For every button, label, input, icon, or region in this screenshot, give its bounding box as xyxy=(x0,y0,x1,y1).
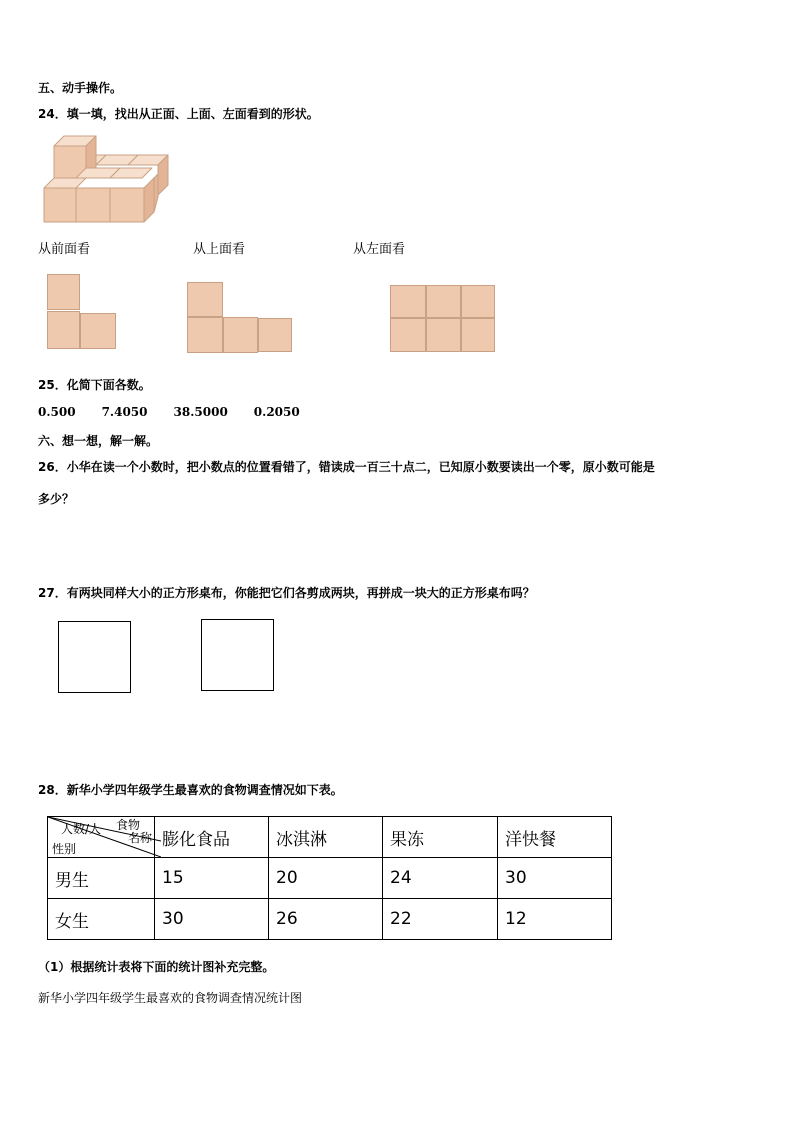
number-item: 0.2050 xyxy=(253,405,300,419)
square-tablecloth-2 xyxy=(201,619,274,691)
table-row xyxy=(48,858,612,899)
number-item: 38.5000 xyxy=(173,405,228,419)
label-top-view: 从上面看 xyxy=(193,242,246,257)
view-tile xyxy=(390,285,426,318)
question-26-line2: 多少？ xyxy=(38,492,75,506)
corner-label-name: 名称 xyxy=(128,831,153,845)
column-header: 果冻 xyxy=(383,817,498,858)
column-header: 洋快餐 xyxy=(498,817,612,858)
view-tile xyxy=(461,285,495,318)
question-27: 27．有两块同样大小的正方形桌布，你能把它们各剪成两块，再拼成一块大的正方形桌布吗？ xyxy=(38,586,535,600)
label-front-view: 从前面看 xyxy=(38,242,91,257)
table-cell: 30 xyxy=(498,858,612,899)
view-tile xyxy=(258,318,292,352)
view-tile xyxy=(47,311,80,349)
row-label: 女生 xyxy=(48,899,155,940)
table-corner-cell xyxy=(48,817,155,858)
food-survey-table xyxy=(47,816,612,940)
chart-title: 新华小学四年级学生最喜欢的食物调查情况统计图 xyxy=(38,991,303,1005)
table-cell: 24 xyxy=(383,858,498,899)
table-cell: 15 xyxy=(155,858,269,899)
row-label: 男生 xyxy=(48,858,155,899)
view-tile xyxy=(461,318,495,352)
table-cell: 30 xyxy=(155,899,269,940)
question-24: 24．填一填，找出从正面、上面、左面看到的形状。 xyxy=(38,107,319,121)
view-tile xyxy=(426,285,461,318)
question-25: 25．化简下面各数。 xyxy=(38,378,151,392)
corner-label-people: 人数/人 xyxy=(61,822,102,836)
view-tile xyxy=(187,317,223,353)
corner-label-food: 食物 xyxy=(116,818,141,832)
view-tile xyxy=(187,282,223,317)
column-header: 冰淇淋 xyxy=(269,817,383,858)
table-row xyxy=(48,899,612,940)
question-28-sub1: （1）根据统计表将下面的统计图补充完整。 xyxy=(38,960,275,974)
view-tile xyxy=(426,318,461,352)
section-heading-5: 五、动手操作。 xyxy=(38,81,123,95)
number-list xyxy=(38,405,326,419)
question-26-line1: 26．小华在读一个小数时，把小数点的位置看错了，错读成一百三十点二，已知原小数要读出一个零，原小数可能是 xyxy=(38,460,655,474)
corner-label-gender: 性别 xyxy=(52,842,77,856)
number-item: 0.500 xyxy=(38,405,76,419)
view-tile xyxy=(390,318,426,352)
table-header-row xyxy=(48,817,612,858)
view-tile xyxy=(223,317,258,353)
section-heading-6: 六、想一想，解一解。 xyxy=(38,434,159,448)
number-item: 7.4050 xyxy=(101,405,148,419)
view-tile xyxy=(47,274,80,310)
square-tablecloth-1 xyxy=(58,621,131,693)
question-28: 28．新华小学四年级学生最喜欢的食物调查情况如下表。 xyxy=(38,783,343,797)
cube-stack-figure xyxy=(40,133,175,225)
table-cell: 22 xyxy=(383,899,498,940)
table-cell: 12 xyxy=(498,899,612,940)
table-cell: 26 xyxy=(269,899,383,940)
column-header: 膨化食品 xyxy=(155,817,269,858)
view-tile xyxy=(80,313,116,349)
table-cell: 20 xyxy=(269,858,383,899)
label-left-view: 从左面看 xyxy=(353,242,406,257)
